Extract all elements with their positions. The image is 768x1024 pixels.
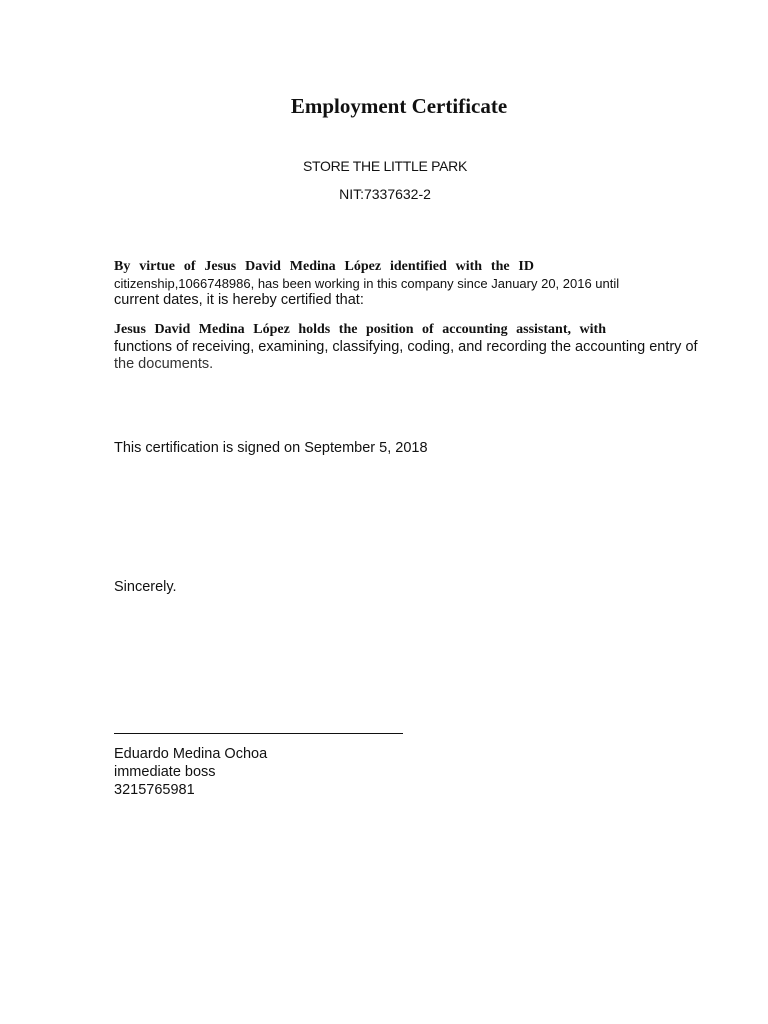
signer-phone: 3215765981 — [114, 782, 195, 798]
signature-line — [114, 733, 403, 734]
company-nit: NIT:7337632-2 — [339, 186, 431, 202]
signed-date-statement: This certification is signed on September 5, 2018 — [114, 440, 428, 456]
paragraph-line: By virtue of Jesus David Medina López identified with the ID — [114, 259, 534, 274]
signer-name: Eduardo Medina Ochoa — [114, 746, 268, 762]
paragraph-line: citizenship,1066748986, has been working in this company since January 20, 2016 until — [114, 276, 620, 291]
document-title: Employment Certificate — [290, 94, 508, 118]
paragraph-line: current dates, it is hereby certified that: — [114, 292, 364, 308]
position-paragraph — [114, 322, 698, 372]
paragraph-line: the documents. — [114, 356, 214, 372]
company-name: STORE THE LITTLE PARK — [302, 158, 468, 174]
signer-role: immediate boss — [114, 764, 216, 780]
signer-block — [114, 745, 267, 799]
paragraph-line: Jesus David Medina López holds the position of accounting assistant, with — [114, 322, 606, 337]
certification-paragraph — [114, 259, 694, 308]
paragraph-line: functions of receiving, examining, classifying, coding, and recording the accounting entry of — [114, 339, 698, 355]
closing-salutation: Sincerely. — [114, 579, 177, 595]
